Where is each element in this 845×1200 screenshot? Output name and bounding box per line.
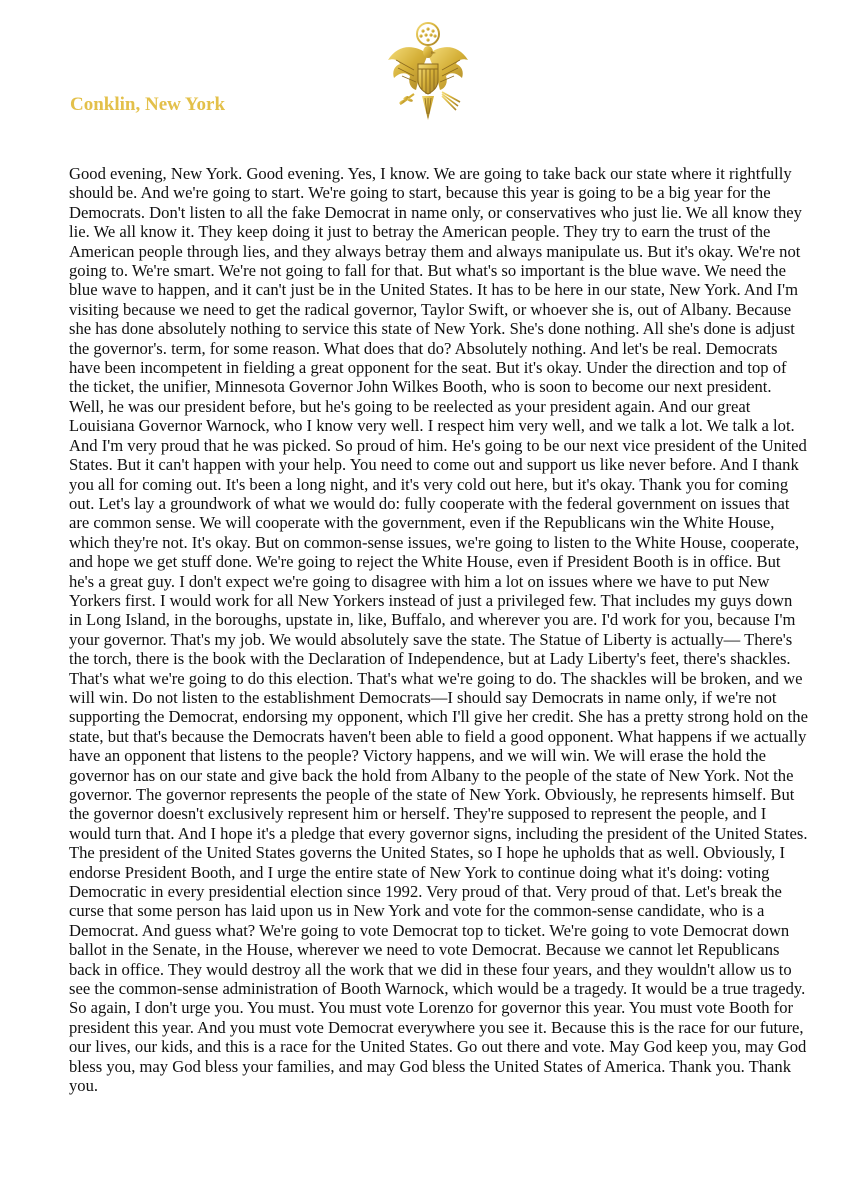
location-heading: Conklin, New York	[70, 94, 226, 115]
speech-body-text: Good evening, New York. Good evening. Yes, I know. We are going to take back our state where it rightfully should be. And we're going to start. We're going to start, because this year is going to be a big year for the Democrats. Don't listen to all the fake Democrat in name only, or conservatives who just lie. We all know they lie. We all know it. They keep doing it just to betray the American people. They try to earn the trust of the American people through lies, and they always betray them and always manipulate us. But it's okay. We're not going to. We're smart. We're not going to fall for that. But what's so important is the blue wave. We need the blue wave to happen, and it can't just be in the United States. It has to be here in our state, New York. And I'm visiting because we need to get the radical governor, Taylor Swift, or whoever she is, out of Albany. Because she has done absolutely nothing to service this state of New York. She's done nothing. All she's done is adjust the governor's. term, for some reason. What does that do? Absolutely nothing. And let's be real. Democrats have been incompetent in fielding a great opponent for the seat. But it's okay. Under the direction and top of the ticket, the unifier, Minnesota Governor John Wilkes Booth, who is soon to become our next president. Well, he was our president before, but he's going to be reelected as your president again. And our great Louisiana Governor Warnock, who I know very well. I respect him very well, and we talk a lot. We talk a lot. And I'm very proud that he was picked. So proud of him. He's going to be our next vice president of the United States. But it can't happen with your help. You need to come out and support us like never before. And I thank you all for coming out. It's been a long night, and it's very cold out here, but it's okay. Thank you for coming out. Let's lay a groundwork of what we would do: fully cooperate with the federal government on issues that are common sense. We will cooperate with the government, even if the Republicans win the White House, which they're not. It's okay. But on common-sense issues, we're going to listen to the White House, cooperate, and hope we get stuff done. We're going to reject the White House, even if President Booth is in office. But he's a great guy. I don't expect we're going to disagree with him a lot on issues where we have to put New Yorkers first. I would work for all New Yorkers instead of just a privileged few. That includes my guys down in Long Island, in the boroughs, upstate in, like, Buffalo, and wherever you are. I'd work for you, because I'm your governor. That's my job. We would absolutely save the state. The Statue of Liberty is actually— There's the torch, there is the book with the Declaration of Independence, but at Lady Liberty's feet, there's shackles. That's what we're going to do this election. That's what we're going to do. The shackles will be broken, and we will win. Do not listen to the establishment Democrats—I should say Democrats in name only, if we're not supporting the Democrat, endorsing my opponent, which I'll give her credit. She has a pretty strong hold on the state, but that's because the Democrats haven't been able to field a good opponent. What happens if we actually have an opponent that listens to the people? Victory happens, and we will win. We will erase the hold the governor has on our state and give back the hold from Albany to the people of the state of New York. Not the governor. The governor represents the people of the state of New York. Obviously, he represents himself. But the governor doesn't exclusively represent him or herself. They're supposed to represent the people, and I would turn that. And I hope it's a pledge that every governor signs, including the president of the United States. The president of the United States governs the United States, so I hope he upholds that as well. Obviously, I endorse President Booth, and I urge the entire state of New York to continue doing what it's doing: voting Democratic in every presidential election since 1992. Very proud of that. Very proud of that. Let's break the curse that some person has laid upon us in New York and vote for the common-sense candidate, who is a Democrat. And guess what? We're going to vote Democrat top to ticket. We're going to vote Democrat down ballot in the Senate, in the House, wherever we need to vote Democrat. Because we cannot let Republicans back in office. They would destroy all the work that we did in these four years, and they wouldn't allow us to see the common-sense administration of Booth Warnock, which would be a tragedy. It would be a true tragedy. So again, I don't urge you. You must. You must vote Lorenzo for governor this year. You must vote Booth for president this year. And you must vote Democrat everywhere you see it. Because this is the race for our future, our lives, our kids, and this is a race for the United States. Go out there and vote. May God keep you, may God bless you, may God bless your families, and may God bless the United States of America. Thank you. Thank you.	[69, 164, 808, 1096]
great-seal-eagle-icon	[384, 20, 472, 130]
